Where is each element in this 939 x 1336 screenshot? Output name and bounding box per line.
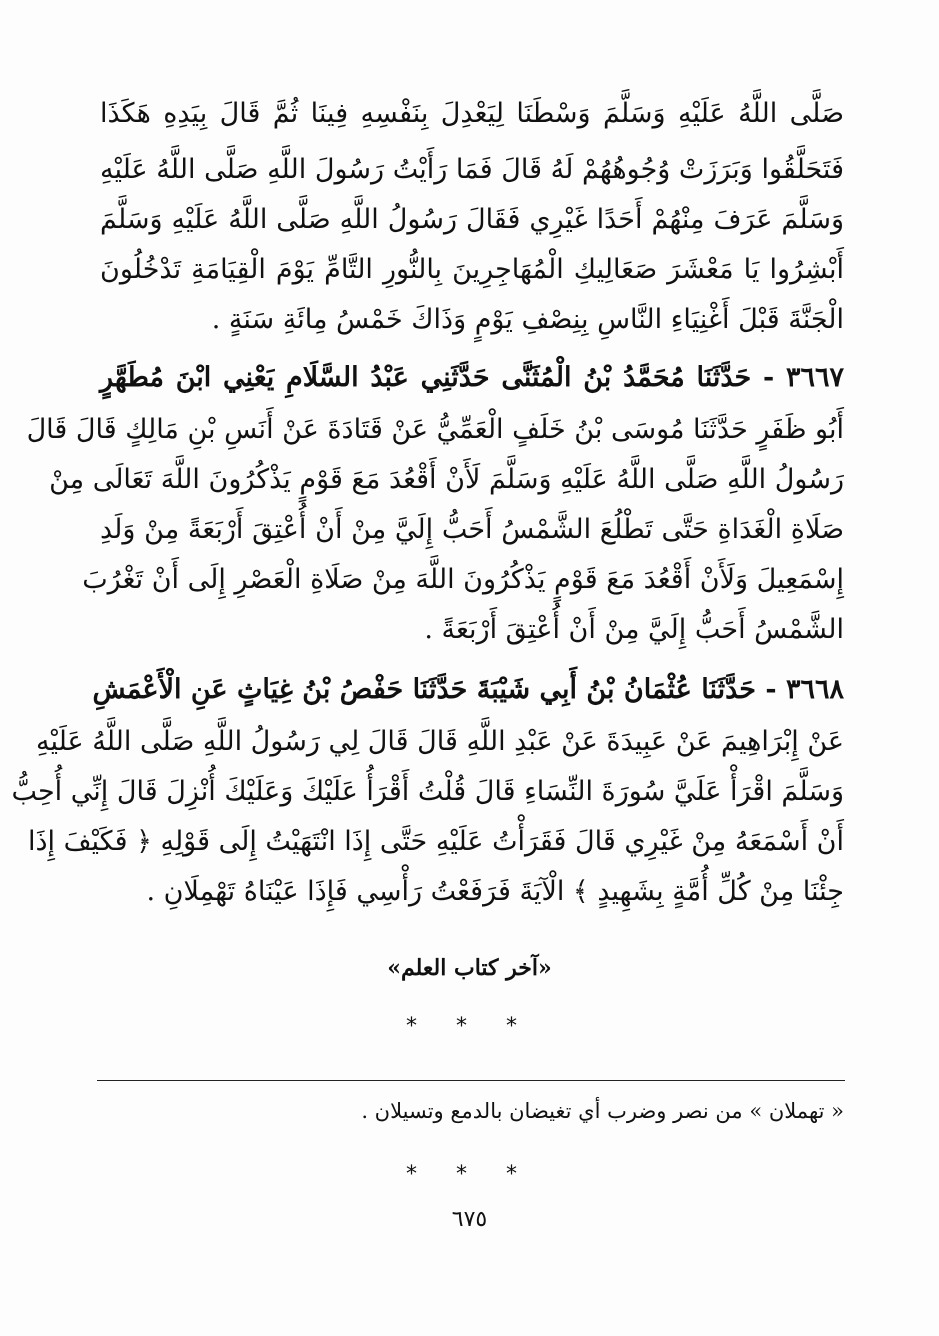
text-line-2: فَتَحَلَّقُوا وَبَرَزَتْ وُجُوهُهُمْ لَهُ قَالَ فَمَا رَأَيْتُ رَسُولَ اللَّهِ صَلَّى اللَّهُ عَلَيْهِ [100,154,844,185]
hadith-3667-heading-line: ٣٦٦٧ - حَدَّثَنَا مُحَمَّدُ بْنُ الْمُثَنَّى حَدَّثَنِي عَبْدُ السَّلَامِ يَعْنِي ابْنَ مُطَهَّرٍ [100,362,844,393]
chapter-end-title: «آخر كتاب العلم» [387,955,552,981]
hadith-3668-heading-line: ٣٦٦٨ - حَدَّثَنَا عُثْمَانُ بْنُ أَبِي شَيْبَةَ حَدَّثَنَا حَفْصُ بْنُ غِيَاثٍ عَنِ الْأَعْمَشِ [92,674,844,705]
text-line-3: وَسَلَّمَ عَرَفَ مِنْهُمْ أَحَدًا غَيْرِي فَقَالَ رَسُولُ اللَّهِ صَلَّى اللَّهُ عَلَيْهِ وَسَلَّمَ [100,204,844,235]
text-line-7: أَبُو ظَفَرٍ حَدَّثَنَا مُوسَى بْنُ خَلَفٍ الْعَمِّيُّ عَنْ قَتَادَةَ عَنْ أَنَسِ بْنِ مَالِكٍ قَالَ قَالَ [26,414,844,445]
text-line-13: عَنْ إِبْرَاهِيمَ عَنْ عَبِيدَةَ عَنْ عَبْدِ اللَّهِ قَالَ قَالَ لِي رَسُولُ اللَّهِ صَلَّى اللَّهُ عَلَيْهِ [36,726,844,757]
footnote-text: « تهملان » من نصر وضرب أي تغيضان بالدمع وتسيلان . [361,1099,844,1123]
text-line-15: أَنْ أَسْمَعَهُ مِنْ غَيْرِي قَالَ فَقَرَأْتُ عَلَيْهِ حَتَّى إِذَا انْتَهَيْتُ إِلَى قَوْلِهِ ﴿ فَكَيْفَ إِذَا [27,826,844,857]
separator-stars-top: * * * [406,1014,533,1039]
footnote-divider [97,1080,845,1081]
text-line-14: وَسَلَّمَ اقْرَأْ عَلَيَّ سُورَةَ النِّسَاءِ قَالَ قُلْتُ أَقْرَأُ عَلَيْكَ وَعَلَيْكَ أُنْزِلَ قَالَ إِنِّي أُحِبُّ [11,776,844,807]
text-line-8: رَسُولُ اللَّهِ صَلَّى اللَّهُ عَلَيْهِ وَسَلَّمَ لَأَنْ أَقْعُدَ مَعَ قَوْمٍ يَذْكُرُونَ اللَّهَ تَعَالَى مِنْ [49,464,844,495]
text-line-16: جِئْنَا مِنْ كُلِّ أُمَّةٍ بِشَهِيدٍ ﴾ الْآيَةَ فَرَفَعْتُ رَأْسِي فَإِذَا عَيْنَاهُ تَهْمِلَانِ . [146,876,844,907]
text-line-11: الشَّمْسُ أَحَبُّ إِلَيَّ مِنْ أَنْ أُعْتِقَ أَرْبَعَةً . [424,614,844,645]
text-line-4: أَبْشِرُوا يَا مَعْشَرَ صَعَالِيكِ الْمُهَاجِرِينَ بِالنُّورِ التَّامِّ يَوْمَ الْقِيَامَةِ تَدْخُلُونَ [100,254,844,285]
separator-stars-bottom: * * * [406,1162,533,1187]
text-line-5: الْجَنَّةَ قَبْلَ أَغْنِيَاءِ النَّاسِ بِنِصْفِ يَوْمٍ وَذَاكَ خَمْسُ مِائَةِ سَنَةٍ . [211,304,844,335]
page-number: ٦٧٥ [451,1207,488,1232]
text-line-9: صَلَاةِ الْغَدَاةِ حَتَّى تَطْلُعَ الشَّمْسُ أَحَبُّ إِلَيَّ مِنْ أَنْ أُعْتِقَ أَرْبَعَةً مِنْ وَلَدِ [100,514,844,545]
text-line-10: إِسْمَعِيلَ وَلَأَنْ أَقْعُدَ مَعَ قَوْمٍ يَذْكُرُونَ اللَّهَ مِنْ صَلَاةِ الْعَصْرِ إِلَى أَنْ تَغْرُبَ [82,564,844,595]
text-line-1: صَلَّى اللَّهُ عَلَيْهِ وَسَلَّمَ وَسْطَنَا لِيَعْدِلَ بِنَفْسِهِ فِينَا ثُمَّ قَالَ بِيَدِهِ هَكَذَا [100,98,844,129]
